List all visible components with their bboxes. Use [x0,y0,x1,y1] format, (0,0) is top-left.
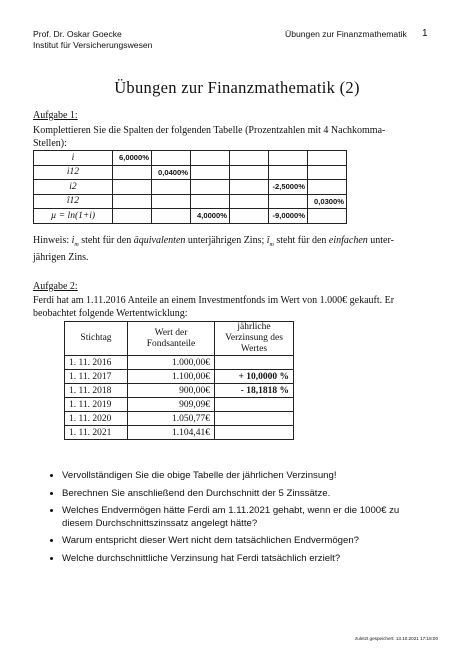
fund-row [65,398,294,412]
fund-value: 1.050,77€ [128,412,215,426]
fund-rate: - 18,1818 % [215,384,294,398]
course-name: Übungen zur Finanzmathematik [285,29,407,39]
fund-rate [215,426,294,440]
question-item: • Berechnen Sie anschließend den Durchschnitt der 5 Zinssätze. [62,488,412,501]
rate-label: i2 [34,180,113,195]
fund-column-header: Wert der Fondsanteile [128,322,215,356]
page-title: Übungen zur Finanzmathematik (2) [114,78,360,97]
rate-cell [191,194,230,209]
task1-text: Komplettieren Sie die Spalten der folgenden Tabelle (Prozentzahlen mit 4 Nachkomma-Stellen): [33,125,386,149]
fund-rate [215,356,294,370]
hint-italic: äquivalenten [133,235,186,246]
rate-cell [191,165,230,180]
rate-cell [113,209,152,224]
header-left [33,29,152,51]
rate-label: µ = ln(1+i) [34,209,113,224]
fund-date: 1. 11. 2018 [65,384,128,398]
question-item: • Vervollständigen Sie die obige Tabelle der jährlichen Verzinsung! [62,470,412,483]
rate-cell [230,180,269,195]
rate-row [34,165,347,180]
institute: Institut für Versicherungswesen [33,40,153,50]
fund-date: 1. 11. 2017 [65,370,128,384]
rate-cell [308,165,347,180]
rate-cell [269,151,308,166]
rate-cell [191,151,230,166]
hint-text: unter-jährigen Zins. [33,235,394,263]
rate-cell [152,180,191,195]
rate-row [34,209,347,224]
rate-cell [230,151,269,166]
rate-row [34,194,347,209]
fund-column-header: Stichtag [65,322,128,356]
fund-table [64,321,294,440]
fund-date: 1. 11. 2016 [65,356,128,370]
rate-cell: 0,0300% [308,194,347,209]
fund-value: 1.104,41€ [128,426,215,440]
rate-cell [230,209,269,224]
fund-row [65,356,294,370]
rate-label: î12 [34,194,113,209]
hint-text: unterjährigen Zins; [187,235,265,246]
fund-date: 1. 11. 2019 [65,398,128,412]
rate-cell [191,180,230,195]
hint-sub-m: m [74,242,79,248]
question-item: • Welches Endvermögen hätte Ferdi am 1.11.2021 gehabt, wenn er die 1000€ zu diesem Durchschnittszinssatz angelegt hätte? [62,505,412,530]
rate-cell [308,151,347,166]
rate-cell [230,165,269,180]
fund-value: 1.000,00€ [128,356,215,370]
fund-value: 909,09€ [128,398,215,412]
rate-cell: -2,5000% [269,180,308,195]
fund-date: 1. 11. 2021 [65,426,128,440]
fund-rate [215,412,294,426]
rate-cell [152,194,191,209]
fund-header-row [65,322,294,356]
rate-row [34,151,347,166]
rate-cell [269,165,308,180]
footer-saved: zuletzt gespeichert: 13.10.2021 17:18:00 [355,636,439,641]
rate-cell [308,180,347,195]
fund-row [65,412,294,426]
fund-rate [215,398,294,412]
hint-prefix: Hinweis: [33,235,70,246]
task1-heading: Aufgabe 1: [33,110,78,121]
rate-cell [113,194,152,209]
fund-column-header: jährliche Verzinsung des Wertes [215,322,294,356]
fund-row [65,370,294,384]
fund-value: 1.100,00€ [128,370,215,384]
rate-label: i12 [34,165,113,180]
rate-table [33,150,347,224]
rate-cell [230,194,269,209]
rate-cell [308,209,347,224]
author: Prof. Dr. Oskar Goecke [33,29,122,39]
page-number: 1 [422,28,428,39]
rate-cell [152,151,191,166]
rate-label: i [34,151,113,166]
rate-cell: 4,0000% [191,209,230,224]
question-item: • Welche durchschnittliche Verzinsung hat Ferdi tatsächlich erzielt? [62,553,412,566]
fund-row [65,384,294,398]
rate-cell: -9,0000% [269,209,308,224]
task2-heading: Aufgabe 2: [33,281,78,292]
rate-row [34,180,347,195]
task2-text: Ferdi hat am 1.11.2016 Anteile an einem Investmentfonds im Wert von 1.000€ gekauft. Er beobachtet folgende Wertentwicklung: [33,295,395,319]
fund-date: 1. 11. 2020 [65,412,128,426]
hint-text: steht für den [81,235,132,246]
question-item: • Warum entspricht dieser Wert nicht dem tatsächlichen Endvermögen? [62,535,412,548]
rate-cell [152,209,191,224]
hint-sub-m: m [269,242,274,248]
rate-cell [269,194,308,209]
task1-hint [33,235,413,264]
fund-rate: + 10,0000 % [215,370,294,384]
rate-cell: 6,0000% [113,151,152,166]
rate-cell [113,165,152,180]
rate-cell [113,180,152,195]
hint-symbol-i: i [71,235,75,246]
rate-cell: 0,0400% [152,165,191,180]
fund-row [65,426,294,440]
question-list [48,470,412,570]
hint-italic: einfachen [328,235,368,246]
hint-symbol-ihat: î [266,235,270,246]
hint-text: steht für den [276,235,327,246]
fund-value: 900,00€ [128,384,215,398]
